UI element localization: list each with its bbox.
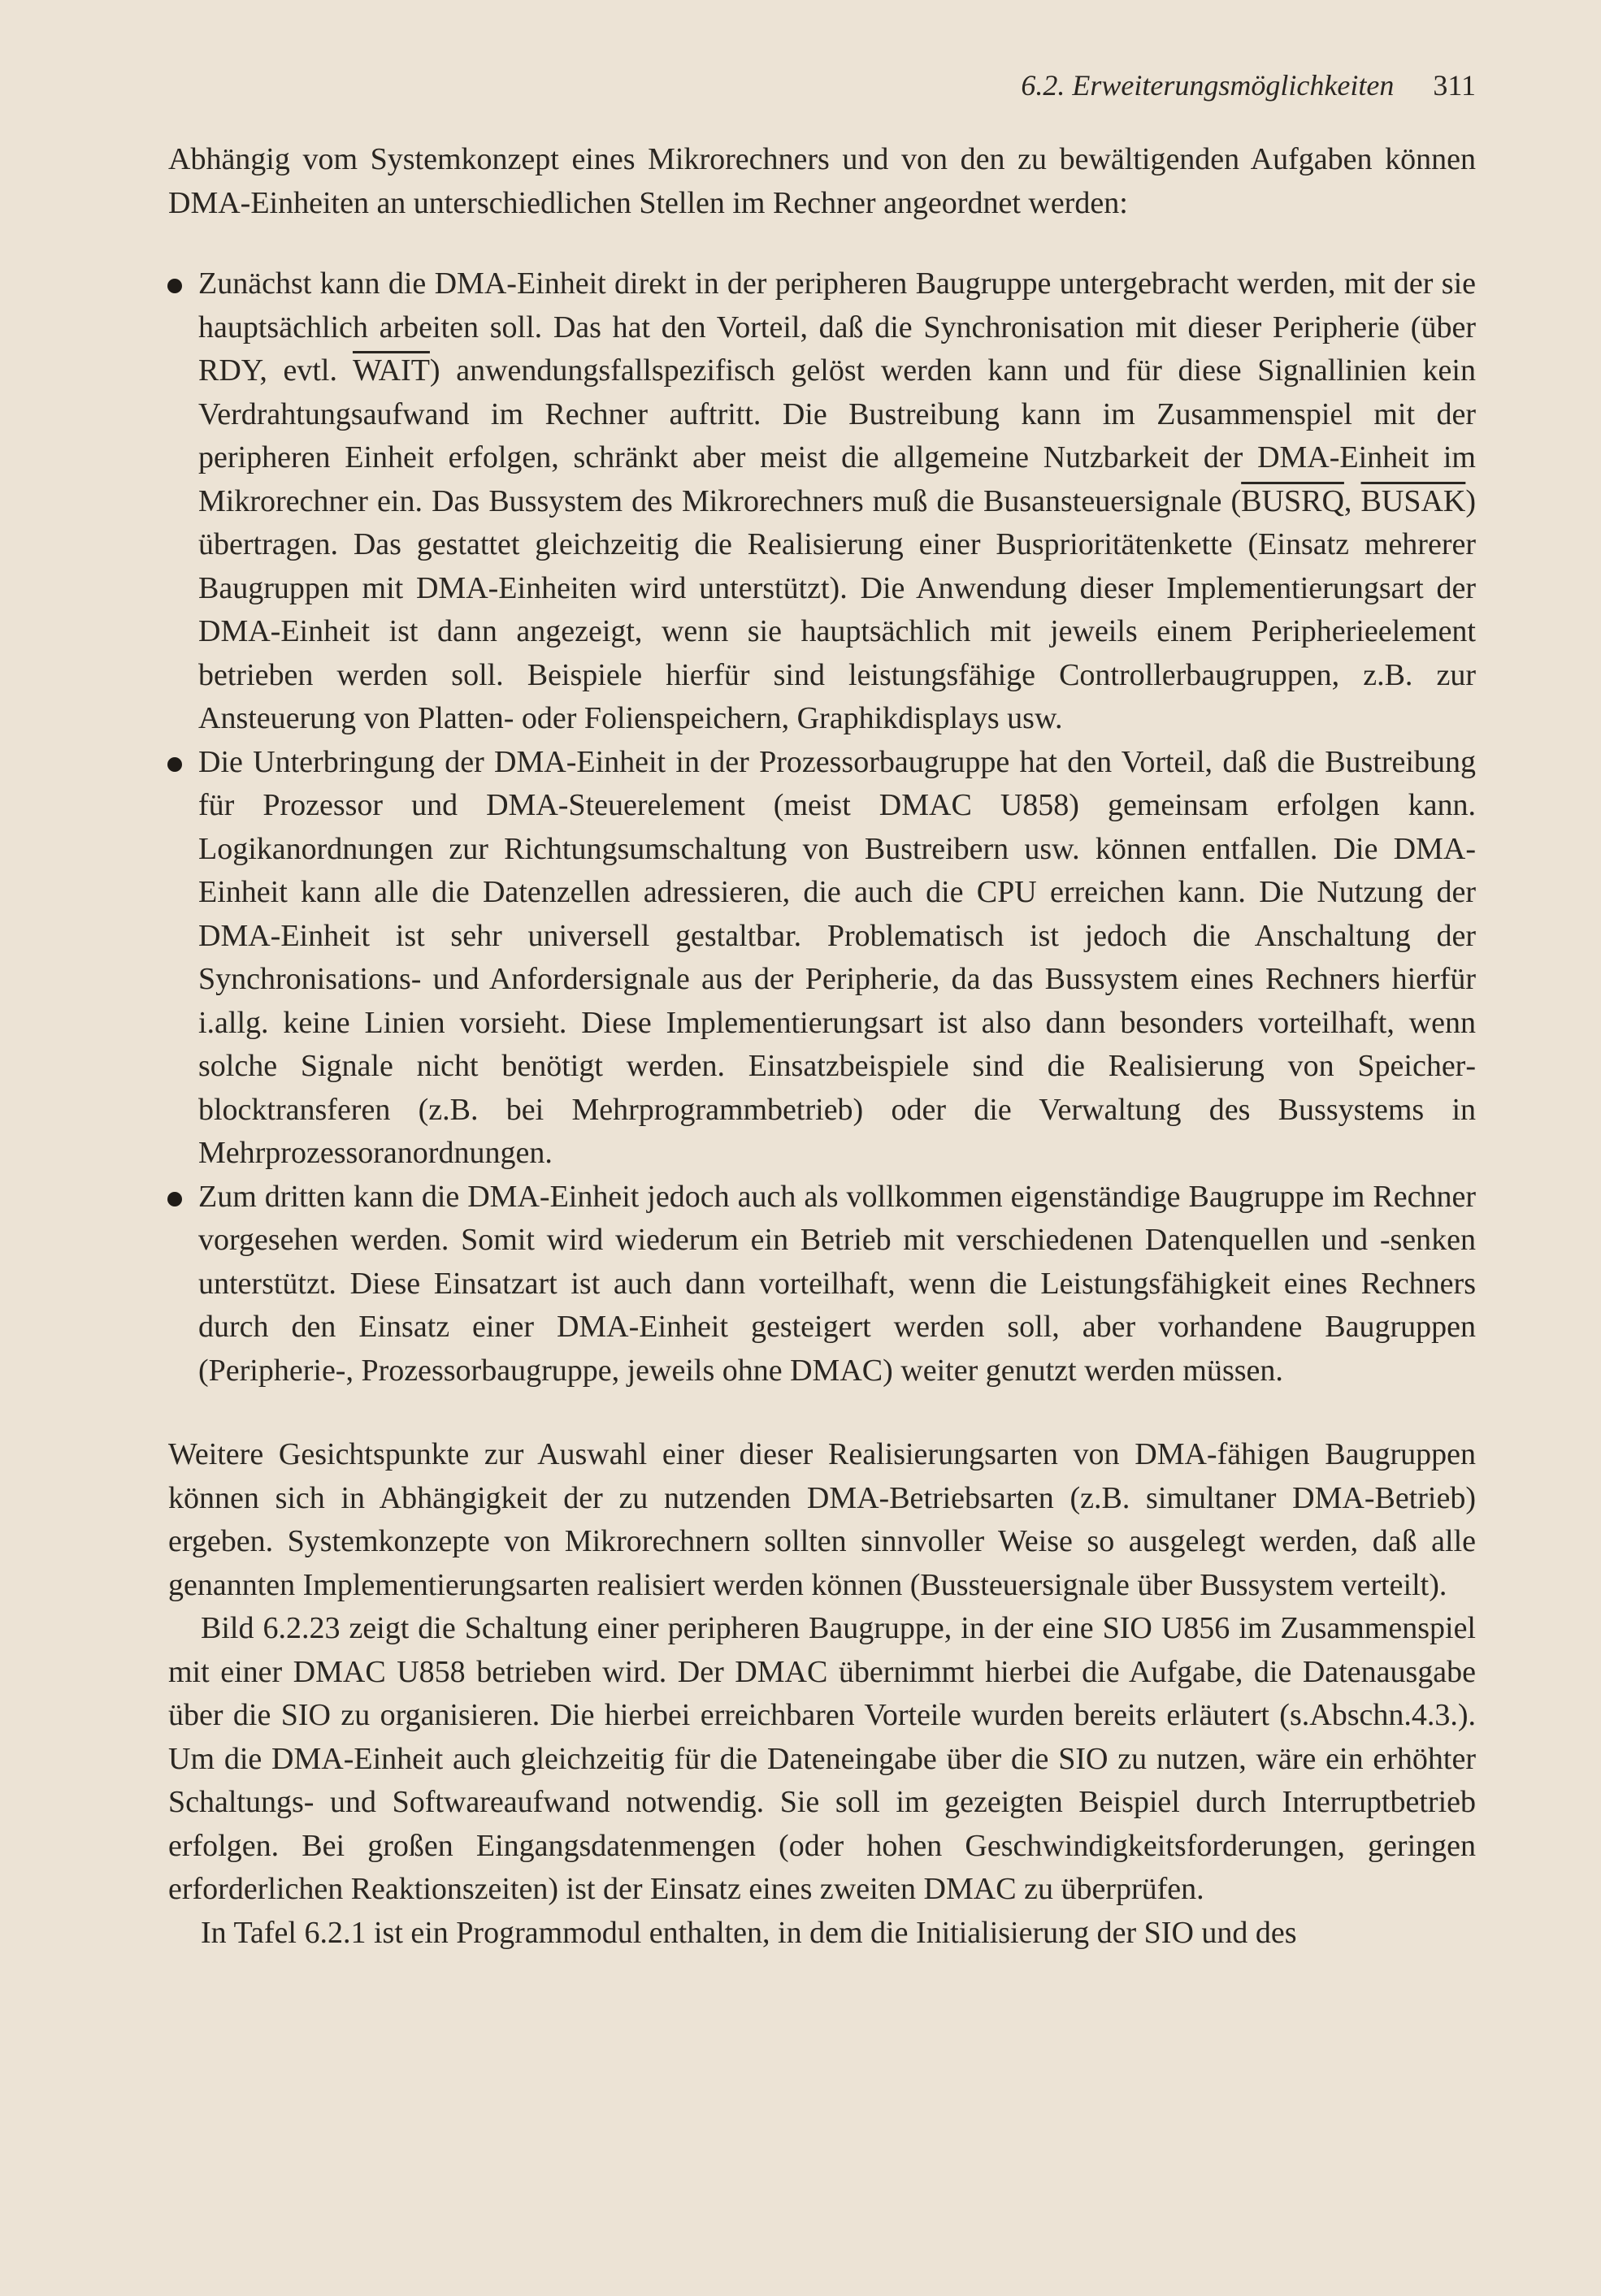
list-item-text: ) übertragen. Das gestattet gleichzeitig die Realisierung einer Busprioritätenkette (Einsatz mehrerer Baugruppen mit DMA-Einheiten wird unterstützt). Die Anwendung dieser Implementierungsart der DMA-Einheit ist dann angezeigt, wenn sie hauptsächlich mit jeweils einem Peripherieelement betrieben werden soll. Beispiele hierfür sind leistungsfähige Controllerbaugruppen, z.B. zur Ansteuerung von Platten- oder Folienspeichern, Graphikdisplays usw. bbox=[198, 483, 1476, 735]
list-item bbox=[168, 1176, 1476, 1393]
bullet-dot-icon bbox=[167, 279, 182, 293]
list-item bbox=[168, 262, 1476, 741]
body-text bbox=[168, 138, 1476, 1955]
signal-busrq: BUSRQ bbox=[1241, 483, 1344, 518]
page-number: 311 bbox=[1433, 69, 1476, 102]
intro-paragraph: Abhängig vom Systemkonzept eines Mikrorechners und von den zu bewältigenden Aufgaben können DMA-Einheiten an unterschiedlichen Stellen im Rechner angeordnet werden: bbox=[168, 142, 1476, 220]
paragraph: Weitere Gesichtspunkte zur Auswahl einer dieser Realisierungsarten von DMA-fähigen Baugruppen können sich in Abhängigkeit der zu nutzenden DMA-Betriebsarten (z.B. simultaner DMA-Betrieb) ergeben. Systemkonzepte von Mikrorechnern sollten sinnvoller Weise so ausgelegt werden, daß alle genannten Implementierungsarten realisiert werden können (Bussteuersignale über Bussystem verteilt). bbox=[168, 1437, 1476, 1602]
bullet-dot-icon bbox=[167, 757, 182, 772]
list-item bbox=[168, 741, 1476, 1176]
section-title: 6.2. Erweiterungsmöglichkeiten bbox=[1021, 69, 1395, 102]
list-item-text: Die Unterbringung der DMA-Einheit in der Prozessorbaugruppe hat den Vorteil, daß die Bustreibung für Prozessor und DMA-Steuerelement (meist DMAC U858) gemeinsam erfolgen kann. Logikanordnungen zur Richtungsumschaltung von Bustreibern usw. können entfallen. Die DMA-Einheit kann alle die Datenzellen adressieren, die auch die CPU erreichen kann. Die Nutzung der DMA-Einheit ist sehr universell gestaltbar. Problematisch ist jedoch die Anschaltung der Synchronisations- und Anfordersignale aus der Peripherie, da das Bussystem eines Rechners hierfür i.allg. keine Linien vorsieht. Diese Implementierungsart ist also dann besonders vorteilhaft, wenn solche Signale nicht benötigt werden. Einsatzbeispiele sind die Realisierung von Speicherblocktransferen (z.B. bei Mehrprogrammbetrieb) oder die Verwaltung des Bussystems in Mehrprozessoranordnungen. bbox=[198, 744, 1476, 1170]
bullet-dot-icon bbox=[167, 1192, 182, 1206]
bullet-list bbox=[168, 262, 1476, 1393]
signal-wait: WAIT bbox=[352, 353, 430, 388]
list-item-text: Zum dritten kann die DMA-Einheit jedoch auch als vollkommen eigenständige Baugruppe im Rechner vorgesehen werden. Somit wird wiederum ein Betrieb mit verschiedenen Datenquellen und -senken unterstützt. Diese Einsatzart ist auch dann vorteilhaft, wenn die Leistungsfähigkeit eines Rechners durch den Einsatz einer DMA-Einheit gesteigert werden soll, aber vorhandene Baugruppen (Peripherie-, Prozessorbaugruppe, jeweils ohne DMAC) weiter genutzt werden müssen. bbox=[198, 1179, 1476, 1388]
list-item-text: ) anwendungsfallspezifisch gelöst werden kann und für diese Signallinien kein Verdrahtungsaufwand im Rechner auftritt. Die Bustreibung kann im Zusammenspiel mit der peripheren Einheit erfolgen, schränkt aber meist die allgemeine Nutzbarkeit der DMA-Einheit im Mikrorechner ein. Das Bussystem des Mikrorechners muß die Busansteuersignale ( bbox=[198, 353, 1476, 518]
paragraph: Bild 6.2.23 zeigt die Schaltung einer peripheren Baugruppe, in der eine SIO U856 im Zusammenspiel mit einer DMAC U858 betrieben wird. Der DMAC übernimmt hierbei die Aufgabe, die Datenausgabe über die SIO zu organisieren. Die hierbei erreichbaren Vorteile wurden bereits erläutert (s.Abschn.4.3.). Um die DMA-Einheit auch gleichzeitig für die Dateneingabe über die SIO zu nutzen, wäre ein erhöhter Schaltungs- und Softwareaufwand notwendig. Sie soll im gezeigten Beispiel durch Interruptbetrieb erfolgen. Bei großen Eingangsdatenmengen (oder hohen Geschwindigkeitsforderungen, geringen erforderlichen Reaktionszeiten) ist der Einsatz eines zweiten DMAC zu überprüfen. bbox=[168, 1611, 1476, 1906]
signal-busak: BUSAK bbox=[1360, 483, 1466, 518]
running-header bbox=[935, 68, 1476, 114]
paragraph: In Tafel 6.2.1 ist ein Programmodul enthalten, in dem die Initialisierung der SIO und des bbox=[201, 1915, 1297, 1950]
list-item-text: Zunächst kann die DMA-Einheit direkt in der peripheren Baugruppe untergebracht werden, mit der sie hauptsächlich arbeiten soll. Das hat den Vorteil, daß die Synchronisation mit dieser Peripherie (über RDY, evtl. bbox=[198, 266, 1476, 388]
list-item-text: , bbox=[1343, 483, 1361, 518]
